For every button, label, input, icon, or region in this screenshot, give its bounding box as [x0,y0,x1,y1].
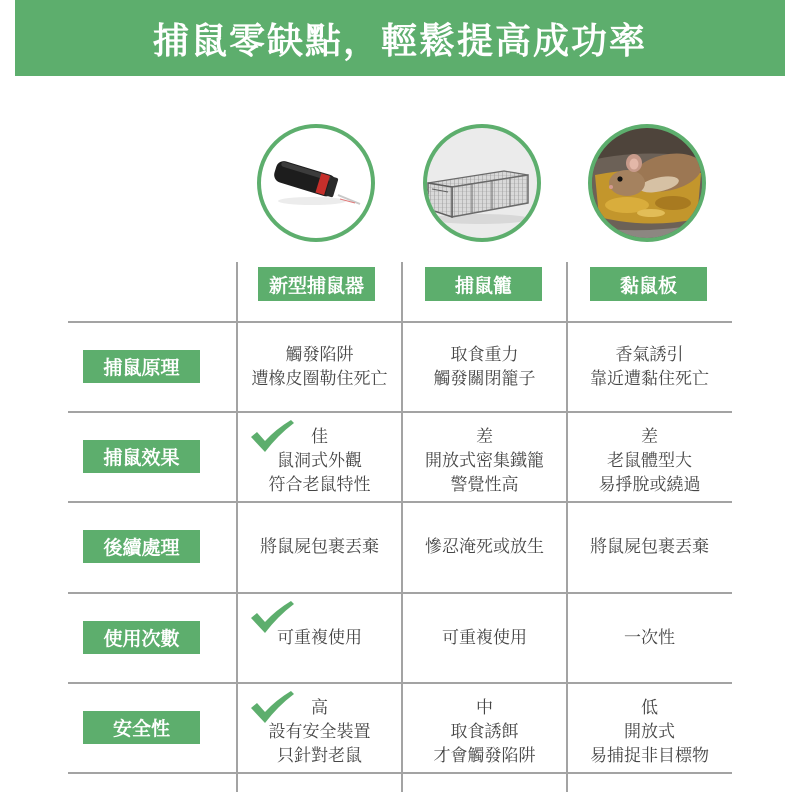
cell-effect-new-trap [237,412,402,502]
cell-text: 取食重力 [450,345,519,364]
row-label-principle: 捕鼠原理 [83,350,200,383]
cell-text: 將鼠屍包裹丟棄 [260,537,379,556]
new-trap-image [256,123,376,243]
title-banner [15,0,785,76]
cell-text: 開放式密集鐵籠 [425,451,544,470]
cell-text: 觸發關閉籠子 [433,369,536,388]
column-header-glue-board: 黏鼠板 [590,267,707,301]
row-label-usage: 使用次數 [83,621,200,654]
cell-text: 高 [311,698,328,717]
cell-text: 遭橡皮圈勒住死亡 [251,369,388,388]
cell-text: 差 [641,427,658,446]
cell-effect-cage [402,412,567,502]
cell-text: 可重複使用 [442,628,527,647]
cell-principle-new-trap [237,322,402,412]
cell-text: 易掙脫或繞過 [598,475,701,494]
cell-usage-cage [402,593,567,683]
column-header-new-trap: 新型捕鼠器 [258,267,375,301]
cell-text: 只針對老鼠 [277,746,362,765]
cell-text: 觸發陷阱 [285,345,354,364]
cell-text: 靠近遭黏住死亡 [590,369,709,388]
cell-disposal-new-trap [237,502,402,592]
cell-text: 可重複使用 [277,628,362,647]
cell-text: 慘忍淹死或放生 [425,537,544,556]
check-icon [250,419,294,453]
column-header-cage: 捕鼠籠 [425,267,542,301]
cell-text: 鼠洞式外觀 [277,451,362,470]
cell-principle-glue-board [567,322,732,412]
cell-text: 符合老鼠特性 [268,475,371,494]
cell-text: 佳 [311,427,328,446]
check-icon [250,600,294,634]
cell-usage-new-trap [237,593,402,683]
cell-text: 才會觸發陷阱 [433,746,536,765]
cell-text: 將鼠屍包裹丟棄 [590,537,709,556]
cell-safety-new-trap [237,683,402,773]
page-title: 捕鼠零缺點，輕鬆提高成功率 [152,19,647,61]
row-label-safety: 安全性 [83,711,200,744]
glue-board-image [587,123,707,243]
cell-text: 開放式 [624,722,675,741]
row-label-disposal: 後續處理 [83,530,200,563]
cell-effect-glue-board [567,412,732,502]
cell-text: 低 [641,698,658,717]
cell-text: 中 [476,698,493,717]
cell-text: 設有安全裝置 [268,722,371,741]
check-icon [250,690,294,724]
cell-text: 易捕捉非目標物 [590,746,709,765]
cell-text: 警覺性高 [450,475,519,494]
cell-text: 老鼠體型大 [607,451,692,470]
cell-text: 差 [476,427,493,446]
cell-text: 取食誘餌 [450,722,519,741]
cell-safety-cage [402,683,567,773]
cell-safety-glue-board [567,683,732,773]
cage-image [422,123,542,243]
row-label-effect: 捕鼠效果 [83,440,200,473]
cell-text: 一次性 [624,628,675,647]
cell-disposal-glue-board [567,502,732,592]
cell-disposal-cage [402,502,567,592]
cell-text: 香氣誘引 [615,345,684,364]
cell-usage-glue-board [567,593,732,683]
cell-principle-cage [402,322,567,412]
